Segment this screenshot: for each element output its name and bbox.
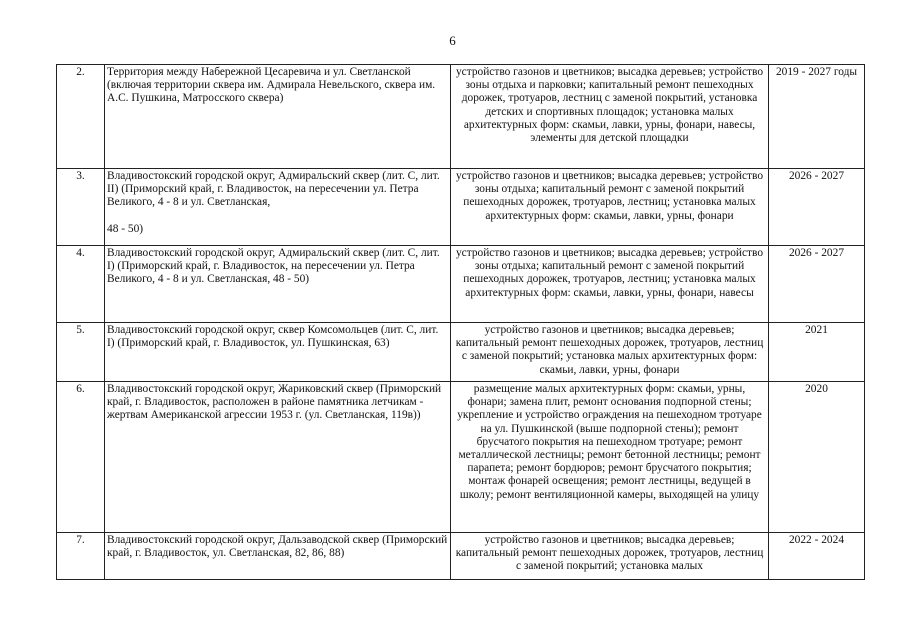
works-cell: размещение малых архитектурных форм: скамьи, урны, фонари; замена плит, ремонт основания подпорной стены; укрепление и устройство ограждения на пешеходном тротуаре на ул. Пушкинской (выше подпорной стены); ремонт брусчатого покрытия на пешеходном тротуаре; ремонт металлической лестницы; ремонт бетонной лестницы; ремонт парапета; ремонт бордюров; ремонт брусчатого покрытия; монтаж фонарей освещения; ремонт лестницы, ведущей в школу; ремонт вентиляционной камеры, выходящей на улицу bbox=[451, 382, 769, 533]
works-cell: устройство газонов и цветников; высадка деревьев; устройство зоны отдыха и парковки; капитальный ремонт пешеходных дорожек, тротуаров, лестниц с заменой покрытий, установка детских и спортивных площадок; установка малых архитектурных форм: скамьи, лавки, урны, фонари, навесы, элементы для детской площадки bbox=[451, 65, 769, 169]
program-table bbox=[56, 64, 865, 580]
table-row bbox=[57, 246, 865, 323]
period-cell: 2022 - 2024 bbox=[769, 533, 865, 580]
page-number: 6 bbox=[449, 33, 456, 48]
row-number-cell: 3. bbox=[57, 169, 105, 246]
object-text: Владивостокский городской округ, Адмиральский сквер (лит. С, лит. II) (Приморский край, г. Владивосток, на пересечении ул. Петра Великого, 4 - 8 и ул. Светланская, bbox=[107, 170, 440, 209]
period-cell: 2020 bbox=[769, 382, 865, 533]
object-cell: Территория между Набережной Цесаревича и ул. Светланской (включая территории сквера им. Адмирала Невельского, сквера им. А.С. Пушкина, Матросского сквера) bbox=[105, 65, 451, 169]
object-text-tail: 48 - 50) bbox=[107, 222, 144, 235]
cell-gap bbox=[107, 210, 448, 223]
works-cell: устройство газонов и цветников; высадка деревьев; капитальный ремонт пешеходных дорожек, тротуаров, лестниц с заменой покрытий; установка малых архитектурных форм: скамьи, лавки, урны, фонари bbox=[451, 323, 769, 382]
row-number-cell: 7. bbox=[57, 533, 105, 580]
object-cell: Владивостокский городской округ, Жариковский сквер (Приморский край, г. Владивосток, расположен в районе памятника летчикам - жертвам Американской агрессии 1953 г. (ул. Светланская, 119в)) bbox=[105, 382, 451, 533]
table-row bbox=[57, 323, 865, 382]
period-cell: 2026 - 2027 bbox=[769, 169, 865, 246]
row-number-cell: 2. bbox=[57, 65, 105, 169]
works-cell: устройство газонов и цветников; высадка деревьев; капитальный ремонт пешеходных дорожек, тротуаров, лестниц с заменой покрытий; установка малых bbox=[451, 533, 769, 580]
object-cell: Владивостокский городской округ, Адмиральский сквер (лит. С, лит. I) (Приморский край, г. Владивосток, на пересечении ул. Петра Великого, 4 - 8 и ул. Светланская, 48 - 50) bbox=[105, 246, 451, 323]
row-number-cell: 5. bbox=[57, 323, 105, 382]
table-row bbox=[57, 533, 865, 580]
row-number-cell: 4. bbox=[57, 246, 105, 323]
row-number-cell: 6. bbox=[57, 382, 105, 533]
object-cell: Владивостокский городской округ, сквер Комсомольцев (лит. С, лит. I) (Приморский край, г. Владивосток, ул. Пушкинская, 63) bbox=[105, 323, 451, 382]
works-cell: устройство газонов и цветников; высадка деревьев; устройство зоны отдыха; капитальный ремонт с заменой покрытий пешеходных дорожек, тротуаров, лестниц; установка малых архитектурных форм: скамьи, лавки, урны, фонари bbox=[451, 169, 769, 246]
period-cell: 2021 bbox=[769, 323, 865, 382]
table-row bbox=[57, 65, 865, 169]
object-cell: Владивостокский городской округ, Дальзаводской сквер (Приморский край, г. Владивосток, ул. Светланская, 82, 86, 88) bbox=[105, 533, 451, 580]
table-row bbox=[57, 382, 865, 533]
period-cell: 2026 - 2027 bbox=[769, 246, 865, 323]
period-cell: 2019 - 2027 годы bbox=[769, 65, 865, 169]
object-cell bbox=[105, 169, 451, 246]
works-cell: устройство газонов и цветников; высадка деревьев; устройство зоны отдыха; капитальный ремонт с заменой покрытий пешеходных дорожек, тротуаров, лестниц; установка малых архитектурных форм: скамьи, лавки, урны, фонари, навесы bbox=[451, 246, 769, 323]
table-row bbox=[57, 169, 865, 246]
